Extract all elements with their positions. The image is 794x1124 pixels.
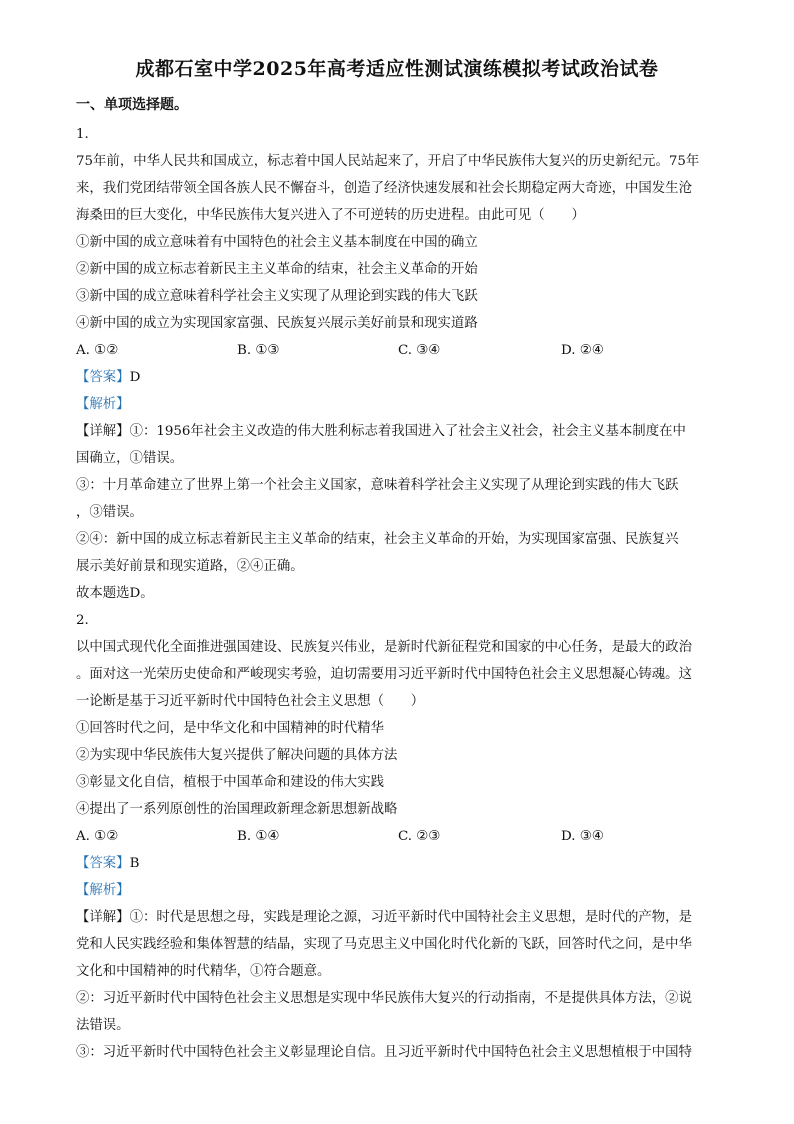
option-c: C. ③④ xyxy=(398,343,441,358)
question-stem-line: 。面对这一光荣历史使命和严峻现实考验，迫切需要用习近平新时代中国特色社会主义思想凝心铸魂。这 xyxy=(76,667,692,682)
answer-line xyxy=(76,856,139,872)
option-a: A. ①② xyxy=(76,829,119,844)
detail-line: ②④：新中国的成立标志着新民主主义革命的结束，社会主义革命的开始，为实现国家富强、民族复兴 xyxy=(76,532,679,547)
option-a: A. ①② xyxy=(76,343,119,358)
question-stem-line: 来，我们党团结带领全国各族人民不懈奋斗，创造了经济快速发展和社会长期稳定两大奇迹，中国发生沧 xyxy=(76,181,692,196)
question-stem-line: 以中国式现代化全面推进强国建设、民族复兴伟业，是新时代新征程党和国家的中心任务，是最大的政治 xyxy=(76,640,692,655)
answer-options xyxy=(76,829,636,845)
option-b: B. ①③ xyxy=(237,343,280,358)
answer-tag: 【答案】 xyxy=(76,370,130,385)
detail-text: ①：1956年社会主义改造的伟大胜利标志着我国进入了社会主义社会，社会主义基本制度在中 xyxy=(129,424,686,439)
detail-line: 展示美好前景和现实道路，②④正确。 xyxy=(76,559,304,574)
question-stem-line: 一论断是基于习近平新时代中国特色社会主义思想（ ） xyxy=(76,694,425,709)
detail-line: ②：习近平新时代中国特色社会主义思想是实现中华民族伟大复兴的行动指南，不是提供具体方法，②说 xyxy=(76,991,692,1006)
option-b: B. ①④ xyxy=(237,829,280,844)
statement-item: ②新中国的成立标志着新民主主义革命的结束，社会主义革命的开始 xyxy=(76,262,478,277)
section-heading: 一、单项选择题。 xyxy=(76,97,188,113)
detail-line: 法错误。 xyxy=(76,1018,130,1033)
question-number: 2. xyxy=(76,613,89,628)
detail-line: 党和人民实践经验和集体智慧的结晶，实现了马克思主义中国化时代化新的飞跃，回答时代之问，是中华 xyxy=(76,937,692,952)
statement-item: ③新中国的成立意味着科学社会主义实现了从理论到实践的伟大飞跃 xyxy=(76,289,478,304)
question-stem-line: 海桑田的巨大变化，中华民族伟大复兴进入了不可逆转的历史进程。由此可见（ ） xyxy=(76,208,585,223)
answer-options xyxy=(76,343,636,359)
detail-line: ③：十月革命建立了世界上第一个社会主义国家，意味着科学社会主义实现了从理论到实践的伟大飞跃 xyxy=(76,478,679,493)
answer-value: D xyxy=(129,370,141,385)
detail-line: 国确立，①错误。 xyxy=(76,451,184,466)
statement-item: ④提出了一系列原创性的治国理政新理念新思想新战略 xyxy=(76,802,398,817)
detail-line xyxy=(76,424,686,440)
detail-line xyxy=(76,910,692,926)
analysis-tag: 【解析】 xyxy=(76,397,130,412)
option-c: C. ②③ xyxy=(398,829,441,844)
answer-line xyxy=(76,370,140,386)
detail-line: 故本题选D。 xyxy=(76,586,154,601)
detail-tag: 【详解】 xyxy=(76,910,130,925)
question-stem-line: 75年前，中华人民共和国成立，标志着中国人民站起来了，开启了中华民族伟大复兴的历史新纪元。75年 xyxy=(76,154,700,169)
option-d: D. ②④ xyxy=(561,343,604,358)
statement-item: ②为实现中华民族伟大复兴提供了解决问题的具体方法 xyxy=(76,748,398,763)
option-d: D. ③④ xyxy=(561,829,604,844)
statement-item: ①回答时代之问，是中华文化和中国精神的时代精华 xyxy=(76,721,384,736)
detail-tag: 【详解】 xyxy=(76,424,130,439)
detail-line: ，③错误。 xyxy=(76,505,143,520)
statement-item: ④新中国的成立为实现国家富强、民族复兴展示美好前景和现实道路 xyxy=(76,316,478,331)
statement-item: ①新中国的成立意味着有中国特色的社会主义基本制度在中国的确立 xyxy=(76,235,478,250)
detail-line: ③：习近平新时代中国特色社会主义彰显理论自信。且习近平新时代中国特色社会主义思想植根于中国特 xyxy=(76,1045,692,1060)
question-number: 1. xyxy=(76,127,89,142)
analysis-tag: 【解析】 xyxy=(76,883,130,898)
detail-text: ①：时代是思想之母，实践是理论之源，习近平新时代中国特社会主义思想，是时代的产物，是 xyxy=(129,910,692,925)
answer-value: B xyxy=(129,856,140,871)
page-title: 成都石室中学2025年高考适应性测试演练模拟考试政治试卷 xyxy=(135,58,659,80)
statement-item: ③彰显文化自信，植根于中国革命和建设的伟大实践 xyxy=(76,775,384,790)
detail-line: 文化和中国精神的时代精华，①符合题意。 xyxy=(76,964,331,979)
answer-tag: 【答案】 xyxy=(76,856,130,871)
